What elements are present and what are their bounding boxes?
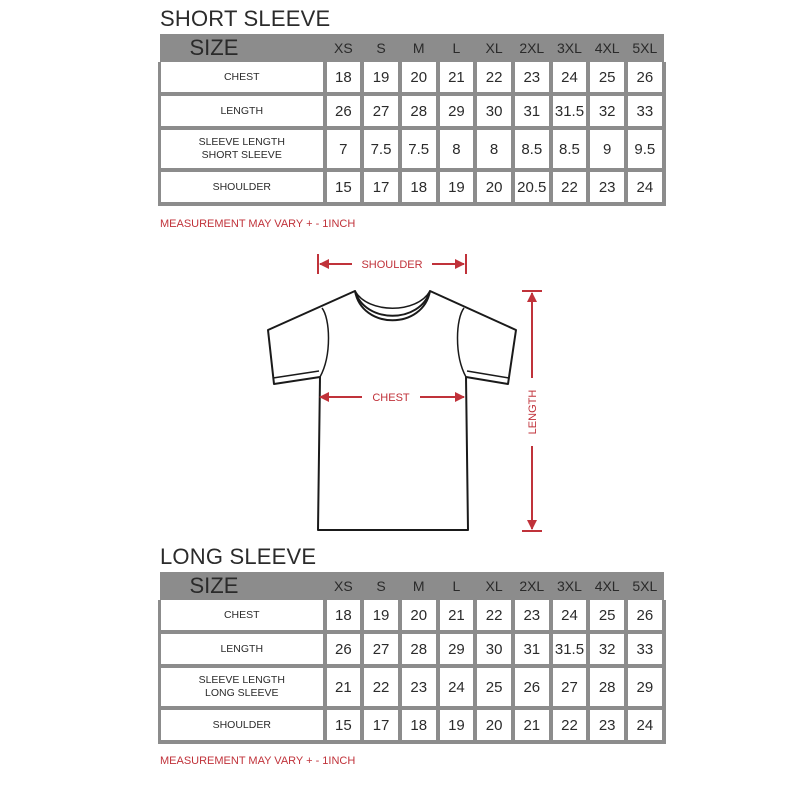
size-3xl: 3XL xyxy=(551,34,589,62)
table-cell: 26 xyxy=(513,666,551,708)
table-cell: 9.5 xyxy=(626,128,664,170)
size-m: M xyxy=(400,572,438,600)
table-cell: 32 xyxy=(588,94,626,128)
table-cell: 22 xyxy=(475,600,513,632)
length-dimension xyxy=(522,291,542,531)
table-cell: 33 xyxy=(626,94,664,128)
table-cell: 17 xyxy=(362,708,400,742)
table-row-length xyxy=(160,632,664,666)
table-cell: 8 xyxy=(475,128,513,170)
table-row-sleeve-length xyxy=(160,666,664,708)
chest-label: CHEST xyxy=(372,392,410,404)
table-cell: 15 xyxy=(325,708,363,742)
size-xs: XS xyxy=(325,572,363,600)
table-cell: 21 xyxy=(438,600,476,632)
table-cell: 8 xyxy=(438,128,476,170)
table-cell: 17 xyxy=(362,170,400,204)
table-cell: 31 xyxy=(513,632,551,666)
table-cell: 29 xyxy=(438,94,476,128)
table-cell: 31.5 xyxy=(551,94,589,128)
table-cell: 19 xyxy=(438,170,476,204)
table-cell: 22 xyxy=(551,708,589,742)
tshirt-outline-icon xyxy=(268,291,516,530)
table-cell: 18 xyxy=(325,62,363,94)
table-cell: 7.5 xyxy=(400,128,438,170)
measurement-note: MEASUREMENT MAY VARY + - 1INCH xyxy=(160,218,356,230)
size-m: M xyxy=(400,34,438,62)
table-cell: 23 xyxy=(513,62,551,94)
table-cell: 29 xyxy=(438,632,476,666)
short-sleeve-title: SHORT SLEEVE xyxy=(160,6,331,31)
long-sleeve-size-table xyxy=(158,572,666,744)
table-cell: 26 xyxy=(626,62,664,94)
table-cell: 25 xyxy=(588,600,626,632)
table-cell: 7.5 xyxy=(362,128,400,170)
table-cell: 31.5 xyxy=(551,632,589,666)
table-cell: 19 xyxy=(362,62,400,94)
size-s: S xyxy=(362,572,400,600)
row-label: SHOULDER xyxy=(160,708,325,742)
table-cell: 19 xyxy=(362,600,400,632)
table-cell: 26 xyxy=(325,632,363,666)
table-cell: 27 xyxy=(551,666,589,708)
size-xl: XL xyxy=(475,34,513,62)
table-cell: 24 xyxy=(551,600,589,632)
length-label: LENGTH xyxy=(527,389,539,435)
table-cell: 8.5 xyxy=(551,128,589,170)
table-cell: 26 xyxy=(626,600,664,632)
table-cell: 28 xyxy=(588,666,626,708)
table-cell: 27 xyxy=(362,632,400,666)
size-xs: XS xyxy=(325,34,363,62)
row-label: LENGTH xyxy=(160,632,325,666)
size-xl: XL xyxy=(475,572,513,600)
size-3xl: 3XL xyxy=(551,572,589,600)
size-2xl: 2XL xyxy=(513,572,551,600)
row-label xyxy=(160,666,325,708)
table-cell: 7 xyxy=(325,128,363,170)
row-label-line2: LONG SLEEVE xyxy=(204,687,279,699)
table-header-row xyxy=(160,572,664,600)
table-cell: 22 xyxy=(475,62,513,94)
size-s: S xyxy=(362,34,400,62)
row-label-line2: SHORT SLEEVE xyxy=(201,149,282,161)
size-4xl: 4XL xyxy=(588,572,626,600)
table-cell: 24 xyxy=(626,708,664,742)
table-cell: 24 xyxy=(626,170,664,204)
table-cell: 28 xyxy=(400,632,438,666)
table-cell: 15 xyxy=(325,170,363,204)
table-cell: 24 xyxy=(438,666,476,708)
table-row-chest xyxy=(160,600,664,632)
table-cell: 30 xyxy=(475,632,513,666)
table-cell: 20.5 xyxy=(513,170,551,204)
size-header: SIZE xyxy=(160,572,325,600)
size-l: L xyxy=(438,572,476,600)
long-sleeve-title: LONG SLEEVE xyxy=(160,544,317,569)
table-cell: 31 xyxy=(513,94,551,128)
table-cell: 18 xyxy=(400,708,438,742)
table-cell: 23 xyxy=(513,600,551,632)
table-row-shoulder xyxy=(160,708,664,742)
row-label: LENGTH xyxy=(160,94,325,128)
size-4xl: 4XL xyxy=(588,34,626,62)
table-cell: 33 xyxy=(626,632,664,666)
table-cell: 18 xyxy=(325,600,363,632)
shoulder-dimension xyxy=(318,254,466,274)
table-cell: 29 xyxy=(626,666,664,708)
size-5xl: 5XL xyxy=(626,572,664,600)
table-cell: 21 xyxy=(513,708,551,742)
table-cell: 20 xyxy=(400,62,438,94)
row-label: SHOULDER xyxy=(160,170,325,204)
table-cell: 20 xyxy=(475,708,513,742)
table-cell: 28 xyxy=(400,94,438,128)
table-cell: 23 xyxy=(588,708,626,742)
table-cell: 26 xyxy=(325,94,363,128)
size-2xl: 2XL xyxy=(513,34,551,62)
table-cell: 22 xyxy=(362,666,400,708)
size-header: SIZE xyxy=(160,34,325,62)
table-cell: 25 xyxy=(475,666,513,708)
table-cell: 25 xyxy=(588,62,626,94)
table-cell: 27 xyxy=(362,94,400,128)
table-cell: 24 xyxy=(551,62,589,94)
row-label-line1: SLEEVE LENGTH xyxy=(198,674,285,686)
table-cell: 20 xyxy=(400,600,438,632)
measurement-note: MEASUREMENT MAY VARY + - 1INCH xyxy=(160,755,356,767)
row-label-line1: SLEEVE LENGTH xyxy=(198,136,285,148)
table-cell: 8.5 xyxy=(513,128,551,170)
table-cell: 20 xyxy=(475,170,513,204)
table-cell: 32 xyxy=(588,632,626,666)
table-cell: 30 xyxy=(475,94,513,128)
size-l: L xyxy=(438,34,476,62)
row-label: CHEST xyxy=(160,62,325,94)
table-cell: 23 xyxy=(588,170,626,204)
table-cell: 23 xyxy=(400,666,438,708)
chest-dimension xyxy=(320,392,464,404)
table-cell: 9 xyxy=(588,128,626,170)
table-cell: 22 xyxy=(551,170,589,204)
table-cell: 19 xyxy=(438,708,476,742)
shoulder-label: SHOULDER xyxy=(361,259,423,271)
table-cell: 18 xyxy=(400,170,438,204)
size-5xl: 5XL xyxy=(626,34,664,62)
table-cell: 21 xyxy=(438,62,476,94)
row-label: CHEST xyxy=(160,600,325,632)
table-cell: 21 xyxy=(325,666,363,708)
